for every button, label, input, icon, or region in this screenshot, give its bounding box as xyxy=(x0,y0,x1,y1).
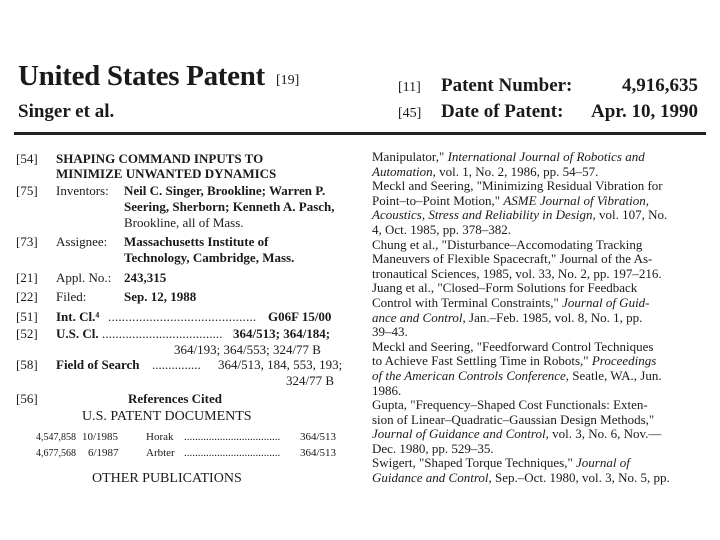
assignee-label: Assignee: xyxy=(56,234,108,249)
pub-line: Point–to–Point Motion," ASME Journal of Vibration, xyxy=(372,192,649,208)
inventors-line-2: Seering, Sherborn; Kenneth A. Pasch, xyxy=(124,199,335,214)
title-code: [19] xyxy=(276,73,300,88)
inventors-line-3: Brookline, all of Mass. xyxy=(124,215,244,230)
date-code: [45] xyxy=(398,106,422,121)
patent-date: Apr. 10, 1990 xyxy=(591,101,698,122)
pub-line: Automation, vol. 1, No. 2, 1986, pp. 54–57. xyxy=(372,163,599,179)
appl-no-value: 243,315 xyxy=(124,270,167,285)
us-cl-main: 364/513; 364/184; xyxy=(233,326,331,341)
ref-date-2: 6/1987 xyxy=(88,447,119,459)
ref-number-2: 4,677,568 xyxy=(36,448,76,459)
patent-office-title: United States Patent xyxy=(18,60,265,92)
pub-line: Swigert, "Shaped Torque Techniques," Journal of xyxy=(372,455,630,471)
int-cl-label: Int. Cl.⁴ xyxy=(56,309,100,324)
pub-line: Meckl and Seering, "Minimizing Residual Vibration for xyxy=(372,178,663,194)
appl-no-label: Appl. No.: xyxy=(56,270,112,285)
pub-line: 4, Oct. 1985, pp. 378–382. xyxy=(372,221,512,237)
appl-no-code: [21] xyxy=(16,270,38,285)
us-patent-documents-heading: U.S. PATENT DOCUMENTS xyxy=(82,409,252,424)
field-search-value: 364/513, 184, 553, 193; xyxy=(218,357,343,372)
references-cited-heading: References Cited xyxy=(128,391,222,406)
pub-line: 39–43. xyxy=(372,324,408,340)
inventor-line: Singer et al. xyxy=(18,101,115,122)
ref-name-1: Horak xyxy=(146,431,174,443)
ref-leader-1: ................................... xyxy=(184,431,281,443)
inventors-code: [75] xyxy=(16,183,38,198)
ref-name-2: Arbter xyxy=(146,447,175,459)
pub-line: Meckl and Seering, "Feedforward Control Techniques xyxy=(372,338,654,354)
pub-line: Acoustics, Stress and Reliability in Design, vol. 107, No. xyxy=(372,207,668,223)
header-rule xyxy=(14,132,706,135)
us-cl-code: [52] xyxy=(16,326,38,341)
other-publications-heading: OTHER PUBLICATIONS xyxy=(92,471,242,486)
pub-line: Manipulator," International Journal of Robotics and xyxy=(372,149,645,164)
pub-line: ance and Control, Jan.–Feb. 1985, vol. 8, No. 1, pp. xyxy=(372,309,643,325)
assignee-code: [73] xyxy=(16,234,38,249)
patent-number-code: [11] xyxy=(398,80,421,95)
assignee-line-2: Technology, Cambridge, Mass. xyxy=(124,250,295,265)
publications-column xyxy=(372,150,708,486)
pub-line: Dec. 1980, pp. 529–35. xyxy=(372,440,494,456)
field-search-line-2: 324/77 B xyxy=(286,373,335,388)
us-cl-line-2: 364/193; 364/553; 324/77 B xyxy=(174,342,321,357)
filed-value: Sep. 12, 1988 xyxy=(124,289,197,304)
ref-date-1: 10/1985 xyxy=(82,431,119,443)
filed-code: [22] xyxy=(16,289,38,304)
pub-line: Journal of Guidance and Control, vol. 3, No. 6, Nov.— xyxy=(372,426,662,442)
field-search-leader: ............... xyxy=(152,357,201,372)
filed-label: Filed: xyxy=(56,289,87,304)
date-label: Date of Patent: xyxy=(441,101,564,122)
pub-line: Chung et al., "Disturbance–Accomodating Tracking xyxy=(372,236,643,252)
inventors-line-1: Neil C. Singer, Brookline; Warren P. xyxy=(124,183,326,198)
int-cl-code: [51] xyxy=(16,309,38,324)
pub-line: Maneuvers of Flexible Spacecraft," Journal of the As- xyxy=(372,251,653,267)
ref-leader-2: ................................... xyxy=(184,447,281,459)
field-search-code: [58] xyxy=(16,357,38,372)
inventors-label: Inventors: xyxy=(56,183,109,198)
us-cl-leader: .................................... xyxy=(102,326,223,341)
pub-line: to Achieve Fast Settling Time in Robots," Proceedings xyxy=(372,353,657,369)
invention-title-line-2: MINIMIZE UNWANTED DYNAMICS xyxy=(56,166,277,181)
ref-number-1: 4,547,858 xyxy=(36,432,76,443)
us-cl-value xyxy=(233,326,330,341)
pub-line: Gupta, "Frequency–Shaped Cost Functionals: Exten- xyxy=(372,397,648,413)
title-field-code: [54] xyxy=(16,151,38,166)
patent-number: 4,916,635 xyxy=(622,75,698,96)
pub-line: of the American Controls Conference, Seatle, WA., Jun. xyxy=(372,367,662,383)
ref-class-2: 364/513 xyxy=(300,447,337,459)
pub-line: tronautical Sciences, 1985, vol. 33, No. 2, pp. 197–216. xyxy=(372,265,662,281)
invention-title-line-1: SHAPING COMMAND INPUTS TO xyxy=(56,151,264,166)
int-cl-leader: ........................................... xyxy=(108,309,257,324)
references-code: [56] xyxy=(16,391,38,406)
pub-line: Guidance and Control, Sep.–Oct. 1980, vol. 3, No. 5, pp. xyxy=(372,470,670,486)
patent-number-label: Patent Number: xyxy=(441,75,573,96)
pub-line: Control with Terminal Constraints," Journal of Guid- xyxy=(372,294,650,310)
field-search-label: Field of Search xyxy=(56,357,140,372)
assignee-line-1: Massachusetts Institute of xyxy=(124,234,269,249)
us-cl-label: U.S. Cl. xyxy=(56,326,99,341)
pub-line: 1986. xyxy=(372,382,402,398)
ref-class-1: 364/513 xyxy=(300,431,337,443)
int-cl-value: G06F 15/00 xyxy=(268,309,332,324)
pub-line: sion of Linear–Quadratic–Gaussian Design Methods," xyxy=(372,411,655,427)
pub-line: Juang et al., "Closed–Form Solutions for Feedback xyxy=(372,280,638,296)
